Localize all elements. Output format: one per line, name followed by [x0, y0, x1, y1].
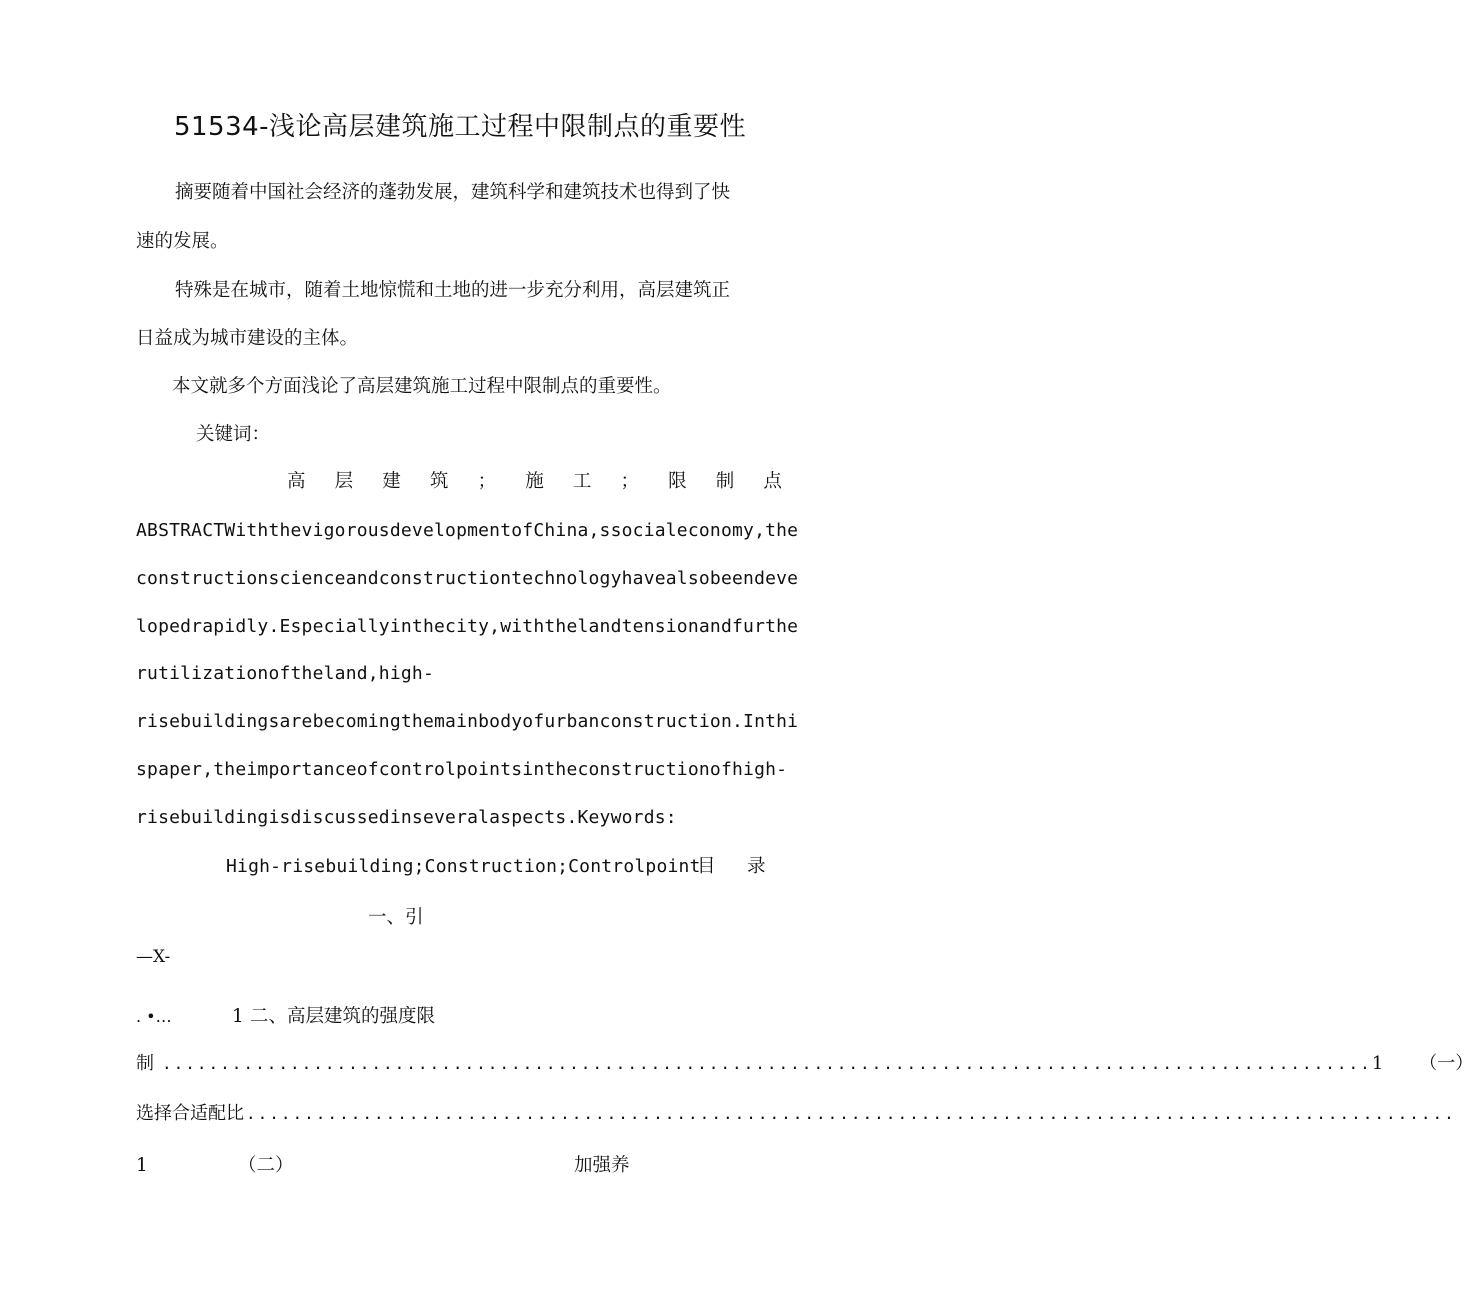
- keyword-separator: ；: [620, 471, 639, 492]
- keyword-separator: ；: [477, 471, 497, 492]
- toc-item-2-sub2-label: 加强养: [574, 1155, 630, 1176]
- toc-dot-leader: ........................................................................................................: [246, 1104, 1456, 1123]
- toc-item-2-label-cont: 制: [136, 1053, 154, 1074]
- toc-item-2-label: 二、高层建筑的强度限: [250, 1006, 436, 1027]
- keyword-char: 高: [287, 471, 306, 492]
- abstract-en-line-4: rutilizationoftheland,high-: [136, 663, 434, 684]
- abstract-cn-line-2: 速的发展。: [136, 231, 229, 252]
- abstract-en-line-6: spaper,theimportanceofcontrolpointsintheconstructionofhigh-: [136, 759, 788, 780]
- toc-item-2-sub1-number: （一）: [1419, 1053, 1473, 1074]
- toc-item-2-sub1-page: 1: [136, 1155, 148, 1176]
- keyword-char: 筑: [429, 471, 449, 492]
- toc-heading-part2: 录: [747, 856, 766, 877]
- abstract-en-line-5: risebuildingsarebecomingthemainbodyofurbanconstruction.Inthi: [136, 711, 799, 732]
- toc-row-item-2: [136, 1051, 1473, 1077]
- toc-item-2-sub2-number: （二）: [238, 1155, 294, 1176]
- keyword-char: 建: [382, 471, 401, 492]
- toc-item-1-label: 一、引: [368, 907, 424, 928]
- keyword-char: 制: [715, 471, 735, 492]
- toc-item-1-mark: —X-: [136, 947, 171, 967]
- abstract-en-line-1: ABSTRACTWiththevigorousdevelopmentofChina,ssocialeconomy,the: [136, 520, 799, 541]
- keywords-label: 关键词：: [196, 424, 271, 445]
- abstract-cn-line-4: 日益成为城市建设的主体。: [136, 328, 359, 349]
- abstract-cn-line-5: 本文就多个方面浅论了高层建筑施工过程中限制点的重要性。: [172, 376, 672, 397]
- toc-item-1-page: 1: [232, 1006, 244, 1027]
- abstract-cn-line-3: 特殊是在城市，随着土地惊慌和土地的进一步充分利用，高层建筑正: [175, 280, 731, 301]
- abstract-en-line-3: lopedrapidly.Especiallyinthecity,withthelandtensionandfurthe: [136, 616, 799, 637]
- abstract-en-line-2: constructionscienceandconstructiontechnologyhavealsobeendeve: [136, 568, 799, 589]
- keyword-char: 工: [572, 471, 592, 492]
- abstract-en-line-7: risebuildingisdiscussedinseveralaspects.Keywords:: [136, 807, 677, 828]
- keywords-cn: [287, 469, 782, 495]
- keyword-char: 点: [763, 471, 782, 492]
- document-title: 51534-浅论高层建筑施工过程中限制点的重要性: [173, 112, 747, 142]
- keyword-char: 层: [334, 471, 354, 492]
- toc-item-2-sub1-label: 选择合适配比: [136, 1103, 244, 1124]
- keyword-char: 施: [525, 471, 544, 492]
- toc-row-sub-1: [136, 1101, 1456, 1127]
- toc-item-1-leader: . •…: [136, 1007, 172, 1026]
- toc-heading-part1: 目: [697, 856, 716, 877]
- toc-dot-leader: ........................................................................................................: [162, 1054, 1372, 1073]
- toc-item-2-page: 1: [1371, 1053, 1384, 1074]
- abstract-cn-line-1: 摘要随着中国社会经济的蓬勃发展，建筑科学和建筑技术也得到了快: [175, 182, 731, 203]
- keywords-en: High-risebuilding;Construction;Controlpoint: [226, 856, 701, 877]
- keyword-char: 限: [668, 471, 687, 492]
